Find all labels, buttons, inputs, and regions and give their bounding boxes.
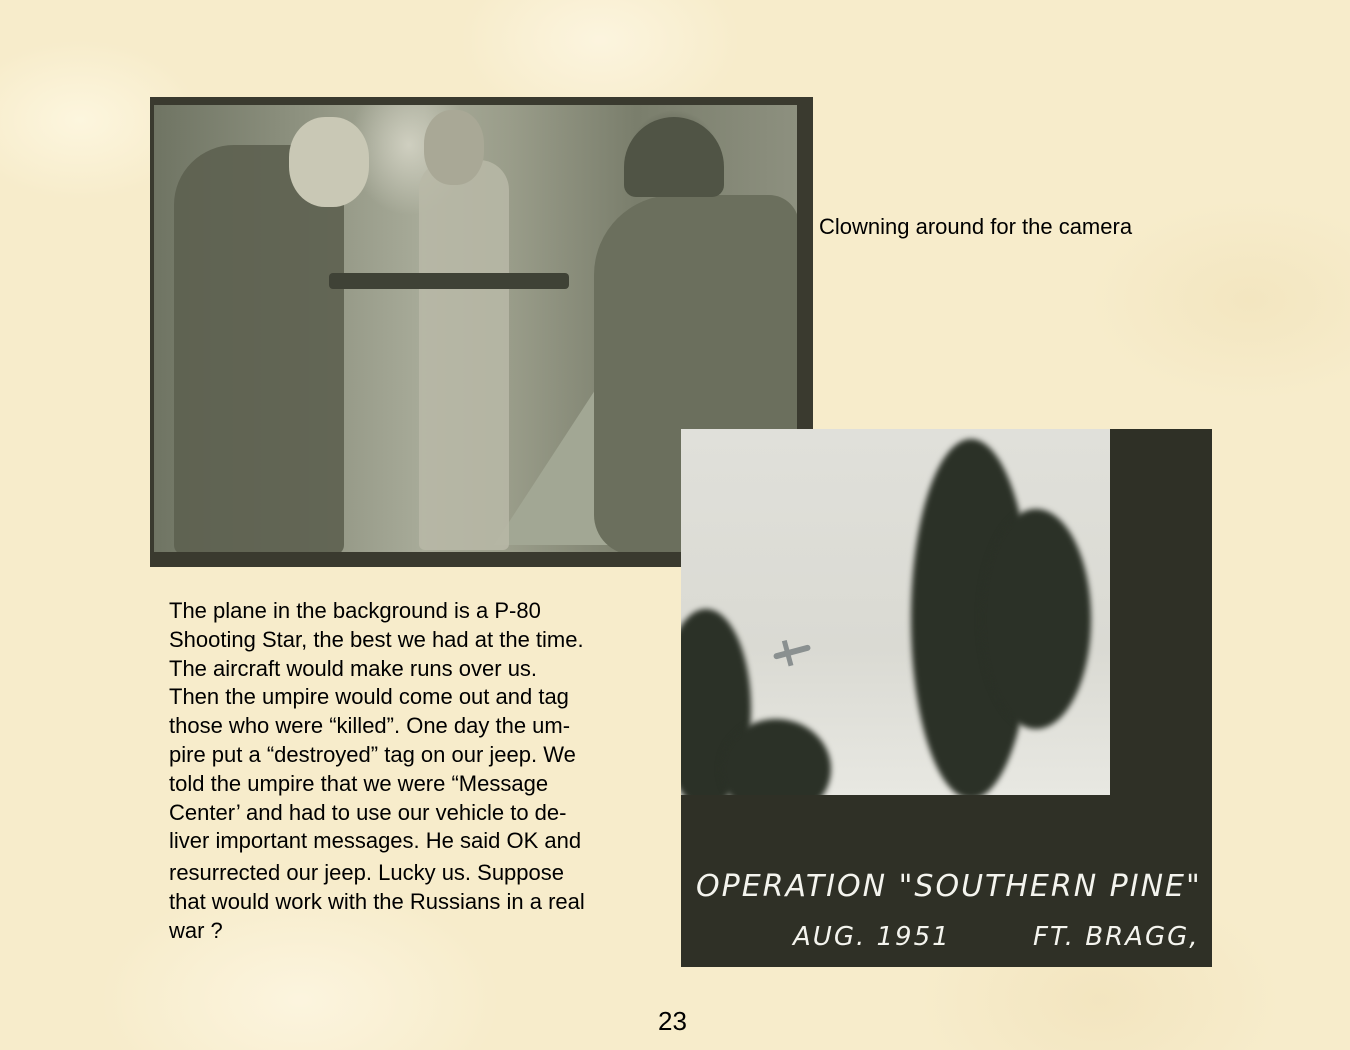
body-line: resurrected our jeep. Lucky us. Suppose <box>169 860 565 886</box>
body-line: war ? <box>169 917 223 943</box>
photo-southern-pine <box>681 429 1212 967</box>
figure-helmet <box>624 117 724 197</box>
figure-pole <box>329 273 569 289</box>
body-line: liver important messages. He said OK and <box>169 828 582 854</box>
body-line: Shooting Star, the best we had at the time. <box>169 626 584 652</box>
page-number: 23 <box>658 1006 687 1036</box>
figure-middle-head <box>424 110 484 185</box>
body-line: Then the umpire would come out and tag <box>169 684 569 710</box>
body-line: that would work with the Russians in a real <box>169 888 585 914</box>
figure-left-head <box>289 117 369 207</box>
photo-caption: Clowning around for the camera <box>819 214 1133 239</box>
handwritten-date: AUG. 1951 <box>793 922 951 952</box>
body-line: Center’ and had to use our vehicle to de- <box>169 799 567 825</box>
body-paragraph <box>169 597 669 946</box>
body-line: The plane in the background is a P-80 <box>169 598 541 623</box>
figure-middle-soldier <box>419 160 509 550</box>
body-line: told the umpire that we were “Message <box>169 770 549 796</box>
handwritten-location: FT. BRAGG, <box>1033 922 1200 952</box>
handwritten-operation-label: OPERATION "SOUTHERN PINE" <box>696 869 1202 904</box>
photo-image-sky <box>681 429 1110 795</box>
plane-icon <box>773 644 811 660</box>
body-line: pire put a “destroyed” tag on our jeep. We <box>169 741 576 767</box>
body-line: those who were “killed”. One day the um- <box>169 713 571 739</box>
pine-tree-right-branches <box>981 509 1091 729</box>
body-line: The aircraft would make runs over us. <box>169 655 538 681</box>
